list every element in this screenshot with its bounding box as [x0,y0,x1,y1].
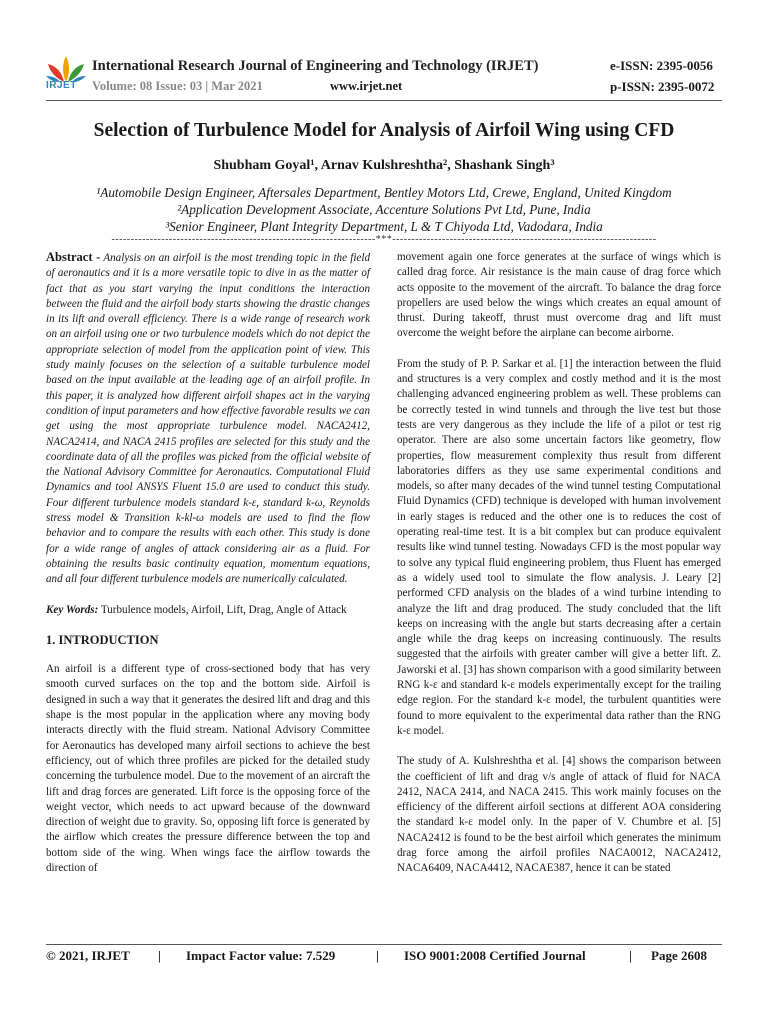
body-paragraph: The study of A. Kulshreshtha et al. [4] shows the comparison between the coefficient of lift and drag v/s angle of attack of fluid for NACA 2412, NACA 2414, and NACA 2415. This work mainly focuses on the efficiency of the different airfoil sections at different AOA considering the standard k-ε model only. In the paper of V. Chumbre et al. [5] NACA2412 is found to be the best airfoil which generates the minimum drag force among the airfoil profiles NACA0012, NACA2412, NACA6409, NACA4412, NACAE387, hence it can be stated [397,755,721,875]
p-issn: p-ISSN: 2395-0072 [610,79,715,94]
footer-divider: | [629,948,632,963]
paper-title: Selection of Turbulence Model for Analysis of Airfoil Wing using CFD [93,120,675,141]
keywords [46,603,370,618]
section-heading-introduction: 1. INTRODUCTION [46,632,159,647]
intro-paragraph: An airfoil is a different type of cross-sectioned body that has very smooth curved surfaces on the top and the bottom side. Airfoil is designed in such a way that it generates the desired lift and drag and this shape is the most popular in the application where any moving body interacts directly with the fluid stream. National Advisory Committee for Aeronautics has developed many airfoil sections to achieve the best efficiency, out of which three profiles are picked for the detailed study concerning the turbulence model. Due to the movement of an aircraft the lift and drag forces are generated. Lift force is the opposing force of the weight vector, which needs to act upward because of the downward direction of weight due to gravity. So, opposing lift force is generated by the airflow which creates the pressure difference between the top and bottom side of the wing. When wings face the airflow towards the direction of [46,663,370,874]
footer-impact-factor: Impact Factor value: 7.529 [186,948,336,963]
affiliation-3: ³Senior Engineer, Plant Integrity Department, L & T Chiyoda Ltd, Vadodara, India [165,219,603,234]
affiliation-2: ²Application Development Associate, Accenture Solutions Pvt Ltd, Pune, India [177,202,591,217]
footer-divider: | [158,948,161,963]
footer-page-number: Page 2608 [651,948,707,963]
volume-issue: Volume: 08 Issue: 03 | Mar 2021 [92,79,263,93]
footer-divider: | [376,948,379,963]
e-issn: e-ISSN: 2395-0056 [610,58,713,73]
body-paragraph: From the study of P. P. Sarkar et al. [1] the interaction between the fluid and structures is a very complex and costly method and it is the most challenging advanced engineering problem as well. These problems can be correctly tested in wind tunnels and through the live test but those tests are very dangerous as they include the life of a pilot or test rig operator. There are also some uncertain factors like geometry, flow properties, flow measurement complexity thus result from different laboratories differs as they use same experimental conditions and models, so after many decades of the wind tunnel testing Computational Fluid Dynamics (CFD) technique is developed with human involvement in early stages is reduced and the other one is to reduces the cost of operating real-time test. It is a bit complex but can produce equivalent results like wind tunnel testing. Nowadays CFD is the most popular way to solve any typical fluid engineering problem, thus Fluent has emerged as a widely used tool to simulate the flow analysis. J. Leary [2] performed CFD analysis on the blades of a wind turbine intending to analyze the lift and drag produced. The study concluded that the lift keeps on increasing with the angle but starts decreasing after a certain angle while the drag keeps on increasing continuously. The results suggested that the airfoils with greater camber will give a better lift. Z. Jaworski et al. [3] has shown comparison with a good similarity between RNG k-ε and standard k-ε models experimentally except for the trailing edge region. For the standard k-ε model, the turbulent quantities were found to more equivalent to the experimental data rather than the RNG k-ε model. [397,357,721,737]
footer-rule [46,944,722,945]
right-column [397,250,721,892]
abstract [46,250,370,588]
abstract-text: Analysis on an airfoil is the most trending topic in the field of aeronautics and it is a more versatile topic to dive in as the matter of fact that as you start varying the input conditions the interaction between the fluid and the airfoil body starts showing the drastic changes in its lift and overall efficiency. There is a wide range of research work on an airfoil using one or two turbulence models which do not depict the appropriate selection of model from the application point of view. This study mainly focuses on the selection of a suitable turbulence model based on the input available at the leading age of an airfoil profile. In this paper, it is analyzed how different airfoil shapes act in the varying condition of input parameters and how effective favorable results we can get using the most appropriate turbulence model. NACA2412, NACA2414, and NACA 2415 profiles are selected for this study and the coordinate data of all the profiles was picked from the official website of the National Advisory Committee for Aeronautics. Computational Fluid Dynamics and tool ANSYS Fluent 15.0 are used to conduct this study. Four different turbulence models standard k-ε, standard k-ω, Reynolds stress model & Transition k-kl-ω models are used to find the flow behavior and to compare the results with each other. This study is done for a wide range of angles of attack considering air as a fluid. For obtaining the results basic continuity equation, momentum equations, and all four different turbulence models are numerically calculated. [46,252,370,586]
section-separator: ---------------------------------------------------------------------***--------------------------------------------------------------------- [111,234,657,245]
abstract-label: Abstract - [46,250,101,264]
header-rule [46,100,722,101]
body-paragraph: movement again one force generates at the surface of wings which is called drag force. Air resistance is the main cause of drag force which acts opposite to the movement of the aircraft. To balance the drag force propellers are used below the wings which creates an equal amount of thrust. During takeoff, thrust must overcome drag and lift must overcome the weight before the airplane can become airborne. [397,251,721,340]
logo-wordmark: IRJET [46,80,77,91]
footer-iso: ISO 9001:2008 Certified Journal [404,948,586,963]
left-column [46,250,370,891]
journal-website: www.irjet.net [330,79,403,93]
journal-name: International Research Journal of Engineering and Technology (IRJET) [92,58,539,74]
keywords-label: Key Words: [46,603,99,616]
footer-copyright: © 2021, IRJET [46,948,130,963]
affiliation-1: ¹Automobile Design Engineer, Aftersales Department, Bentley Motors Ltd, Crewe, England, United Kingdom [96,185,672,200]
keywords-text: Turbulence models, Airfoil, Lift, Drag, Angle of Attack [98,603,347,616]
paper-authors: Shubham Goyal¹, Arnav Kulshreshtha², Shashank Singh³ [213,158,555,173]
